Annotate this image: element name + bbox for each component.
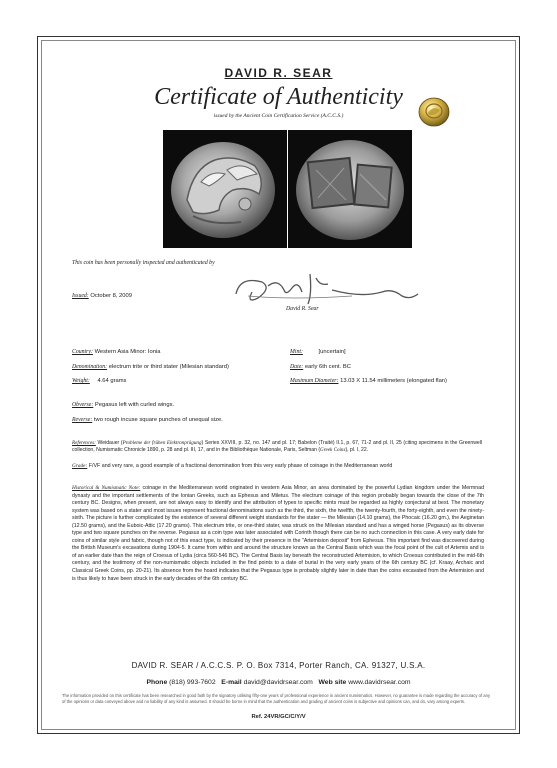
historical-note bbox=[72, 485, 484, 583]
brand-name: DAVID R. SEAR bbox=[224, 66, 333, 80]
weight-row bbox=[72, 378, 126, 386]
date-value: early 6th cent. BC bbox=[304, 364, 351, 370]
denomination-row bbox=[72, 364, 229, 372]
coin-obverse-photo bbox=[163, 130, 287, 248]
references-line2-italic: Greek Coins bbox=[320, 447, 346, 454]
phone-value: (818) 993-7602 bbox=[169, 679, 216, 686]
email-link[interactable]: david@davidrsear.com bbox=[243, 679, 313, 686]
issued-date: October 8, 2009 bbox=[90, 293, 132, 299]
phone-label: Phone bbox=[146, 679, 168, 686]
country-label: Country: bbox=[72, 349, 93, 355]
denomination-value: electrum trite or third stater (Milesian standard) bbox=[108, 364, 229, 370]
handwritten-signature bbox=[232, 264, 422, 310]
disclaimer-text: The information provided on this certificate has been researched in good faith by the signatory utilising fifty-one years of professional experience in ancient numismatics. However, no guarantee is made regarding the accuracy of any of the opinions or data conveyed above and no liability of any kind is assumed. It should be borne in mind that the authentication and grading of ancient coins is subjective and opinions can, and do, vary among experts. bbox=[62, 693, 491, 704]
web-label: Web site bbox=[318, 679, 347, 686]
grade-value: F/VF and very rare, a good example of a fractional denomination from this very early phase of coinage in the Mediterranean world bbox=[88, 463, 393, 469]
grade-row bbox=[72, 463, 484, 470]
gold-seal-image bbox=[417, 96, 451, 128]
obverse-label: Obverse: bbox=[72, 402, 94, 408]
historical-note-label: Historical & Numismatic Note: bbox=[72, 485, 141, 491]
references-line1-italic: Probleme der frühen Elektronprägung bbox=[122, 440, 202, 446]
references-block bbox=[72, 440, 482, 454]
country-row bbox=[72, 349, 161, 357]
date-row bbox=[290, 364, 351, 372]
reverse-row bbox=[72, 417, 223, 425]
denomination-label: Denomination: bbox=[72, 364, 108, 370]
references-line1-pre: Weidauer ( bbox=[97, 440, 123, 446]
obverse-value: Pegasus left with curled wings. bbox=[94, 402, 175, 408]
footer-address: DAVID R. SEAR / A.C.C.S. P. O. Box 7314, Porter Ranch, CA. 91327, U.S.A. bbox=[131, 661, 426, 670]
references-line2-pre: in the Greenwell collection, Numismatic Chronicle 1890, p. 28 and pl. III, 17, and in the Bibliothèque Nationale, Paris, Seltman ( bbox=[72, 440, 482, 454]
diameter-value: 13.03 X 11.54 millimeters (elongated flan) bbox=[340, 378, 447, 384]
references-label: References: bbox=[72, 440, 96, 446]
mint-value: [uncertain] bbox=[318, 349, 346, 355]
mint-label: Mint: bbox=[290, 349, 303, 355]
signer-name: David R. Sear bbox=[286, 306, 319, 312]
references-line2-post: ), pl. I, 22. bbox=[345, 447, 369, 454]
reverse-label: Reverse: bbox=[72, 417, 93, 423]
issued-label: Issued: bbox=[72, 293, 89, 299]
issued-row bbox=[72, 293, 132, 301]
date-label: Date: bbox=[290, 364, 304, 370]
reverse-value: two rough incuse square punches of unequal size. bbox=[93, 417, 223, 423]
certificate-subtitle: issued by the Ancient Coin Certification Service (A.C.C.S.) bbox=[213, 113, 344, 119]
weight-label: Weight: bbox=[72, 378, 90, 384]
email-label: E-mail bbox=[221, 679, 242, 686]
diameter-row bbox=[290, 378, 447, 386]
website-link[interactable]: www.davidrsear.com bbox=[348, 679, 411, 686]
diameter-label: Maximum Diameter: bbox=[290, 378, 339, 384]
weight-value: 4.64 grams bbox=[97, 378, 127, 384]
country-value: Western Asia Minor: Ionia bbox=[94, 349, 161, 355]
authentication-statement: This coin has been personally inspected and authenticated by bbox=[72, 260, 215, 266]
footer-contact bbox=[0, 679, 557, 686]
coin-reverse-photo bbox=[288, 130, 412, 248]
references-line1-post: ) Series XXVIII, p. 32, no. 147 and pl. 17; Babelon (Traité) II.1, p. 67, 71-2 and pl. II, 25 (citing specimens bbox=[201, 440, 443, 446]
mint-row bbox=[290, 349, 346, 357]
reference-code: Ref. 24VR/GC/C/Y/V bbox=[251, 714, 306, 720]
certificate-title: Certificate of Authenticity bbox=[154, 84, 403, 110]
historical-note-text: coinage in the Mediterranean world originated in western Asia Minor, an area dominated by the powerful Lydian kingdom under the Mermnad dynasty and the important settlements of the Ionian Greeks, such as Ephesus and Miletus. The electrum coinage of this region probably began towards the close of the 7th century BC. Designs, when present, are not always easy to identify and the attribution of types to specific mints must be regarded as highly conjectural at best. The monetary system was based on a stater and most issues represent fractional denominations such as the third, the sixth, the twelfth, the twenty-fourth, the forty-eighth, and even the ninety-sixth. The picture is further complicated by the existence of several different weight standards for the stater — the Milesian (14.10 grams), the Phocaic (16.20 gm.), the Aeginetan (12.50 grams), and the Euboic-Attic (17.20 grams). This electrum trite, or one-third stater, was struck on the Milesian standard and has a winged horse (Pegasus) as its obverse type and two square punches on the reverse. Pegasus as a coin type was later associated with Corinth though there can be no such connection in this case. A very early date for coins of similar style and fabric, though not of this exact type, is indicated by their presence in the "Artemision deposit" from Ephesus. This important find was discovered during the British Museum's excavations during 1904-5. It came from within and around the structure known as the Central Basis which was the focal point of the cult of Artemis and is of an earlier date than the reign of Croesus of Lydia (circa 560-546 BC). The Central Basis lay beneath the reconstructed Artemision, to which Croesus contributed in the mid-6th century, and the testimony of the non-numismatic objects included in the find points to a date of burial in the very early years of the 6th century BC (cf. Kraay, Archaic and Classical Greek Coins, pp. 20-21). Its absence from the hoard indicates that the Pegasus type is probably slightly later in date than the coins excavated from the Artemision and is thus likely to have been struck in the early decades of the 6th century BC. bbox=[72, 485, 484, 582]
grade-label: Grade: bbox=[72, 463, 88, 469]
obverse-row bbox=[72, 402, 174, 410]
